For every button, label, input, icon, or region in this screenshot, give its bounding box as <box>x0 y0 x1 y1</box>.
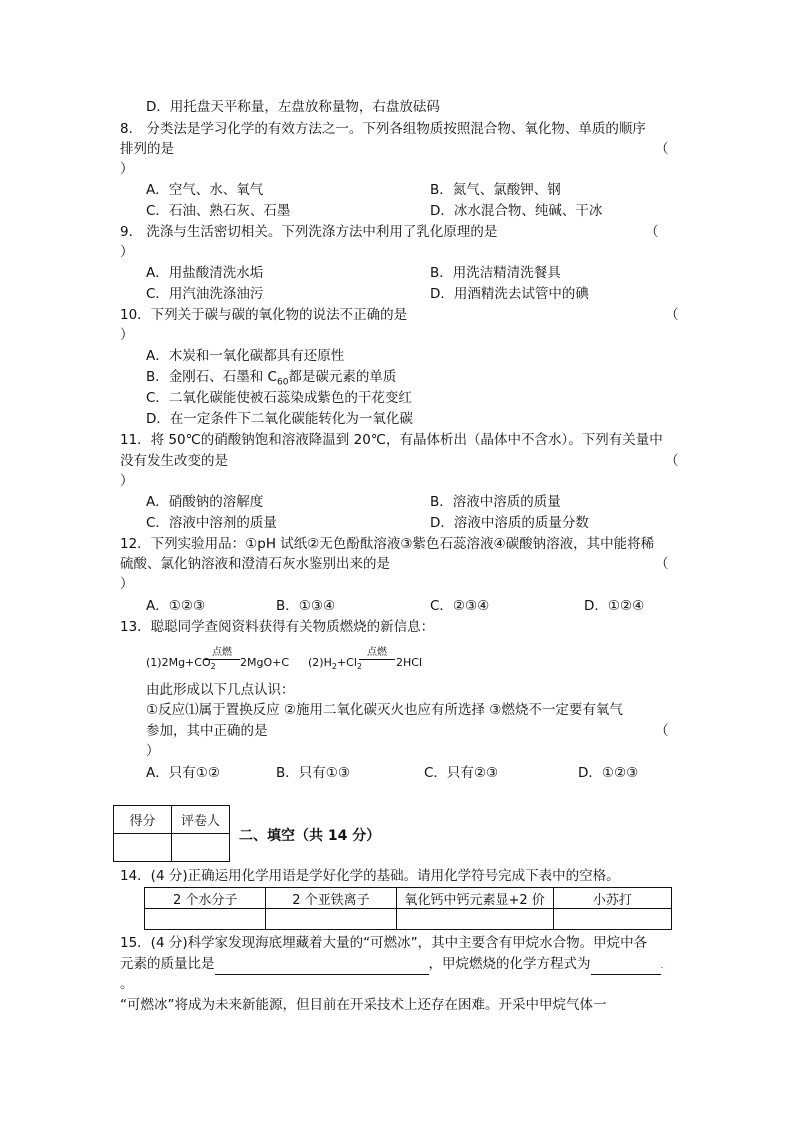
q14-answer-table <box>144 887 672 930</box>
q8-option-d: D．冰水混合物、纯碱、干冰 <box>430 203 603 219</box>
q12-option-a: A．①②③ <box>146 598 206 614</box>
q10-option-b-sub: 60 <box>276 377 289 388</box>
q13-eq1-condition: 点燃 <box>212 647 232 658</box>
q11-option-d: D．溶液中溶质的质量分数 <box>430 515 589 531</box>
q10-paren-close: ） <box>120 327 134 343</box>
q12-option-b: B．①③④ <box>276 598 336 614</box>
q9-paren-close: ） <box>120 244 134 260</box>
q13-option-c: C．只有②③ <box>424 765 499 781</box>
q13-eq2-arrow <box>359 659 395 660</box>
q12-stem-line2: 硫酸、氯化钠溶液和澄清石灰水鉴别出来的是 <box>120 556 390 572</box>
q15-blank-equation[interactable] <box>591 959 661 975</box>
q15-stem-line3: 。 <box>120 976 134 992</box>
q14-answer-calcium[interactable] <box>396 909 553 930</box>
q13-eq2-h: (2)H <box>308 656 332 669</box>
q8-paren-open: （ <box>655 141 669 157</box>
q13-option-a: A．只有①② <box>146 765 220 781</box>
q14-header-water: 2 个水分子 <box>145 888 266 909</box>
q8-option-b: B．氮气、氯酸钾、钢 <box>430 182 561 198</box>
q13-stem-line5: 参加，其中正确的是 <box>146 723 268 739</box>
q13-eq1-arrow <box>204 659 240 660</box>
q11-option-b: B．溶液中溶质的质量 <box>430 494 561 510</box>
q14-header-baking-soda: 小苏打 <box>553 888 671 909</box>
q14-header-calcium: 氧化钙中钙元素显+2 价 <box>396 888 553 909</box>
q8-stem-line2: 排列的是 <box>120 141 174 157</box>
q13-eq1-products: 2MgO+C <box>240 656 290 669</box>
q12-paren-open: （ <box>655 556 669 572</box>
q14-answer-water[interactable] <box>145 909 266 930</box>
q10-paren-open: （ <box>665 307 679 323</box>
score-box-header-score: 得分 <box>114 806 172 834</box>
q7-option-d: D．用托盘天平称量，左盘放称量物，右盘放砝码 <box>146 99 440 115</box>
score-box-cell-grader[interactable] <box>172 834 230 862</box>
q13-option-d: D．①②③ <box>578 765 639 781</box>
q13-paren-open: （ <box>655 723 669 739</box>
score-box-cell-score[interactable] <box>114 834 172 862</box>
q15-red-mark: . <box>660 961 664 971</box>
q15-stem-line4: “可燃冰”将成为未来新能源，但目前在开采技术上还存在困难。开采中甲烷气体一 <box>120 997 607 1013</box>
q10-option-a: A．木炭和一氧化碳都具有还原性 <box>146 348 345 364</box>
q11-option-a: A．硝酸钠的溶解度 <box>146 494 264 510</box>
q10-option-d: D．在一定条件下二氧化碳能转化为一氧化碳 <box>146 411 413 427</box>
q11-paren-close: ） <box>120 473 134 489</box>
q13-eq1-sub: 2 <box>210 662 216 672</box>
q15-blank-mass-ratio[interactable] <box>215 959 429 975</box>
q9-stem-line1: 9． 洗涤与生活密切相关。下列洗涤方法中利用了乳化原理的是 <box>120 224 498 240</box>
q9-option-b: B．用洗洁精清洗餐具 <box>430 265 561 281</box>
q12-paren-close: ） <box>120 576 134 592</box>
q15-stem-line1: 15．(4 分)科学家发现海底埋藏着大量的“可燃冰”，其中主要含有甲烷水合物。甲烷中各 <box>120 935 648 951</box>
q10-option-c: C．二氧化碳能使被石蕊染成紫色的干花变红 <box>146 390 412 406</box>
q10-option-b-pre: B．金刚石、石墨和 C <box>146 369 277 385</box>
q8-stem-line1: 8． 分类法是学习化学的有效方法之一。下列各组物质按照混合物、氧化物、单质的顺序 <box>120 121 646 137</box>
q14-answer-ferrous[interactable] <box>266 909 396 930</box>
q9-option-a: A．用盐酸清洗水垢 <box>146 265 264 281</box>
q10-option-b-post: 都是碳元素的单质 <box>288 369 397 385</box>
q13-option-b: B．只有①③ <box>276 765 350 781</box>
q13-stem-line4: ①反应⑴属于置换反应 ②施用二氧化碳灭火也应有所选择 ③燃烧不一定要有氧气 <box>146 702 623 718</box>
q9-paren-open: （ <box>645 224 659 240</box>
q9-option-d: D．用酒精洗去试管中的碘 <box>430 286 589 302</box>
q8-option-a: A．空气、水、氧气 <box>146 182 264 198</box>
q11-option-c: C．溶液中溶剂的质量 <box>146 515 277 531</box>
q11-stem-line2: 没有发生改变的是 <box>120 453 228 469</box>
q13-paren-close: ） <box>146 743 160 759</box>
score-box-header-grader: 评卷人 <box>172 806 230 834</box>
section-2-title: 二、填空（共 14 分） <box>239 828 381 844</box>
q13-eq2-cl: +Cl <box>336 656 357 669</box>
q13-eq2-sub1: 2 <box>331 662 337 672</box>
q12-option-d: D．①②④ <box>584 598 645 614</box>
q14-answer-baking-soda[interactable] <box>553 909 671 930</box>
q8-paren-close: ） <box>120 161 134 177</box>
q10-stem-line1: 10．下列关于碳与碳的氧化物的说法不正确的是 <box>120 307 408 323</box>
score-box <box>113 805 230 862</box>
q15-line2-prefix: 元素的质量比是 <box>120 956 215 972</box>
q15-line2-middle: ，甲烷燃烧的化学方程式为 <box>428 956 591 972</box>
q15-stem-line2 <box>120 955 663 975</box>
q13-eq2-products: 2HCl <box>396 656 423 669</box>
q13-eq2-condition: 点燃 <box>367 647 387 658</box>
q13-eq1-reactants: (1)2Mg+CO <box>146 656 211 669</box>
q8-option-c: C．石油、熟石灰、石墨 <box>146 203 291 219</box>
q13-equation-2-left <box>308 656 362 674</box>
q12-stem-line1: 12．下列实验用品：①pH 试纸②无色酚酞溶液③紫色石蕊溶液④碳酸钠溶液，其中能将稀 <box>120 536 655 552</box>
q13-stem-line3: 由此形成以下几点认识： <box>146 682 295 698</box>
q11-paren-open: （ <box>665 453 679 469</box>
q11-stem-line1: 11．将 50℃的硝酸钠饱和溶液降温到 20℃，有晶体析出（晶体中不含水）。下列有关量中 <box>120 432 663 448</box>
q9-option-c: C．用汽油洗涤油污 <box>146 286 264 302</box>
q13-eq2-sub2: 2 <box>356 662 363 672</box>
q12-option-c: C．②③④ <box>430 598 490 614</box>
q13-stem-line1: 13．聪聪同学查阅资料获得有关物质燃烧的新信息： <box>120 619 435 635</box>
q14-stem-line1: 14．(4 分)正确运用化学用语是学好化学的基础。请用化学符号完成下表中的空格。 <box>120 868 620 884</box>
q14-header-ferrous: 2 个亚铁离子 <box>266 888 396 909</box>
